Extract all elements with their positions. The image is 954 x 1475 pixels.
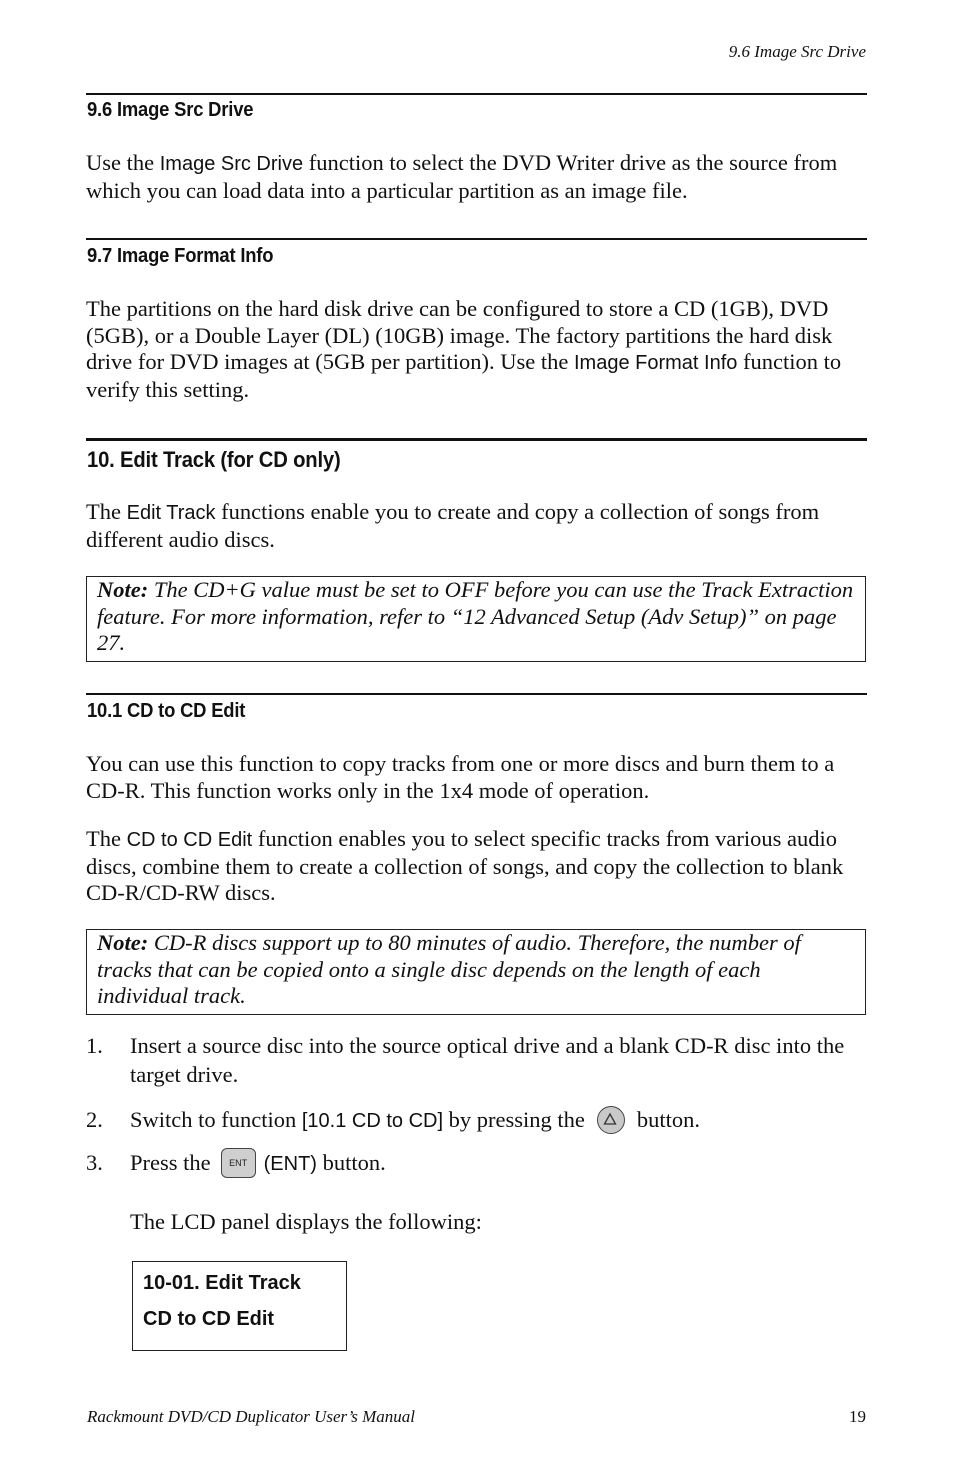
section-rule xyxy=(86,238,867,240)
footer-manual-title: Rackmount DVD/CD Duplicator User’s Manual xyxy=(87,1407,416,1426)
lcd-display xyxy=(132,1261,347,1351)
up-arrow-button-icon xyxy=(597,1106,625,1134)
paragraph-cd-to-cd-intro: You can use this function to copy tracks from one or more discs and burn them to a CD-R. This function works only in the 1x4 mode of operation. xyxy=(86,751,835,803)
running-head: 9.6 Image Src Drive xyxy=(728,42,866,61)
step-number: 1. xyxy=(86,1033,103,1058)
section-rule xyxy=(86,693,867,695)
paragraph-image-format-info: The partitions on the hard disk drive can be configured to store a CD (1GB), DVD (5GB), or a Double Layer (DL) (10GB) image. The factory partitions the hard disk drive for DVD images at (5GB per partition). Use the Image Format Info function to verify this setting. xyxy=(86,296,842,402)
step-text: Insert a source disc into the source optical drive and a blank CD-R disc into the target drive. xyxy=(130,1033,845,1087)
paragraph-edit-track: The Edit Track functions enable you to create and copy a collection of songs from different audio discs. xyxy=(86,499,820,552)
section-heading-9-7: 9.7 Image Format Info xyxy=(87,245,274,267)
section-heading-10-1: 10.1 CD to CD Edit xyxy=(87,700,246,722)
section-rule xyxy=(86,93,867,95)
chapter-heading-10: 10. Edit Track (for CD only) xyxy=(87,447,341,472)
lcd-line-2: CD to CD Edit xyxy=(143,1308,275,1330)
step-text: Press the ENT (ENT) button. xyxy=(130,1148,870,1180)
step-number: 3. xyxy=(86,1150,103,1175)
paragraph-cd-to-cd-edit: The CD to CD Edit function enables you to select specific tracks from various audio discs, combine them to create a collection of songs, and copy the collection to blank CD-R/CD-RW discs. xyxy=(86,826,844,906)
page-number: 19 xyxy=(849,1407,866,1426)
ui-term: Edit Track xyxy=(126,502,216,524)
note-box-cdr xyxy=(86,929,866,1015)
ui-term: [10.1 CD to CD] xyxy=(301,1110,444,1132)
note-box-cdg xyxy=(86,576,866,662)
section-heading-9-6: 9.6 Image Src Drive xyxy=(87,99,254,121)
ui-term: Image Format Info xyxy=(574,352,738,375)
note-label: Note: xyxy=(97,577,149,602)
note-label: Note: xyxy=(97,930,149,955)
lcd-line-1: 10-01. Edit Track xyxy=(143,1272,301,1294)
note-text: CD-R discs support up to 80 minutes of audio. Therefore, the number of tracks that can be copied onto a single disc depends on the length of each individual track. xyxy=(97,930,801,1009)
lcd-intro-text: The LCD panel displays the following: xyxy=(130,1209,482,1234)
step-number: 2. xyxy=(86,1107,103,1132)
ui-term: CD to CD Edit xyxy=(126,829,253,851)
note-text: The CD+G value must be set to OFF before you can use the Track Extraction feature. For more information, refer to “12 Advanced Setup (Adv Setup)” on page 27. xyxy=(97,577,854,656)
chapter-rule xyxy=(86,438,867,441)
step-text: Switch to function [10.1 CD to CD] by pressing the button. xyxy=(130,1107,701,1132)
paragraph-image-src-drive: Use the Image Src Drive function to select the DVD Writer drive as the source from which you can load data into a particular partition as an image file. xyxy=(86,150,838,203)
ent-button-icon: ENT xyxy=(221,1148,256,1178)
ui-term: (ENT) xyxy=(263,1153,317,1175)
ui-term: Image Src Drive xyxy=(159,153,304,175)
